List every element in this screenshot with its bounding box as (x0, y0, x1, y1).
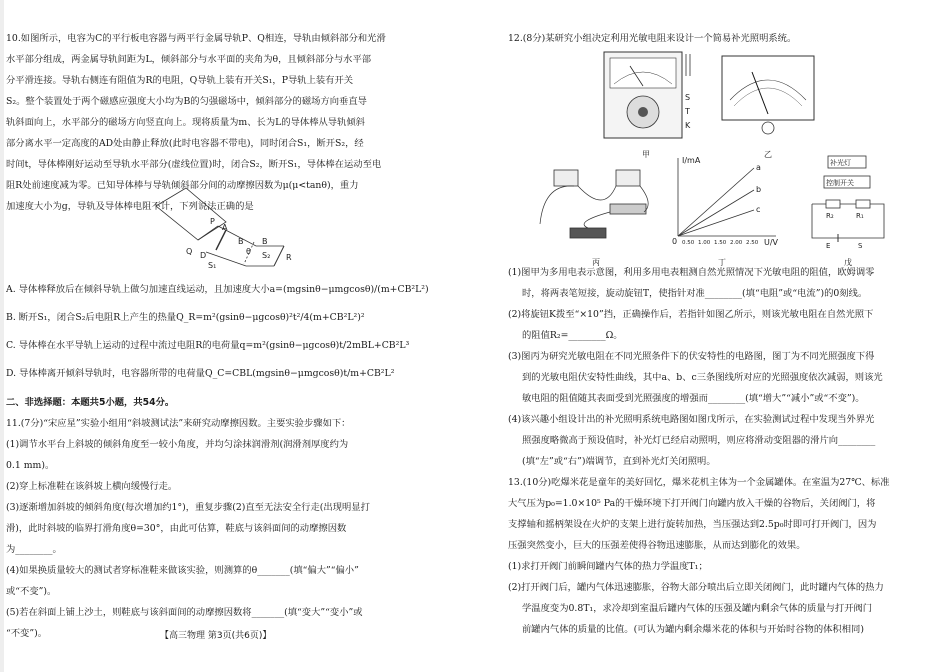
q12-line: 敏电阻的阻值随其表面受到光照强度的增强而________(填“增大”“减小”或“不变”)。 (522, 393, 865, 404)
q12-line: (2)将旋钮K拨至“×10”挡，正确操作后，若指针如图乙所示，则该光敏电阻在自然光照下 (508, 309, 874, 320)
q11-line: 0.1 mm)。 (6, 460, 55, 471)
dial-drawing (718, 52, 818, 138)
q13-line: 大气压为p₀=1.0×10⁵ Pa的干燥环境下打开阀门向罐内放入干燥的谷物后，关闭阀门，将 (508, 498, 876, 509)
label-q: Q (186, 247, 193, 256)
q13-line: 前罐内气体的质量的比值。(可认为罐内剩余爆米花的体积与开始时谷物的体积相同) (522, 624, 864, 635)
label-theta: θ (246, 247, 251, 256)
iv-graph (668, 154, 782, 246)
page-edge (0, 0, 4, 672)
q13-line: 13.(10分)吃爆米花是童年的美好回忆，爆米花机主体为一个金属罐体。在室温为27℃、标准 (508, 477, 890, 488)
e-label: E (826, 242, 831, 250)
q12-line: 的阻值R₂=________Ω。 (522, 330, 623, 341)
lamp-label: 补光灯 (830, 159, 851, 167)
voltmeter (616, 170, 640, 186)
label-a: A (222, 223, 228, 232)
multimeter-dial (610, 58, 676, 88)
q12-line: 时，将两表笔短接，旋动旋钮T，使指针对准________(填“电阻”或“电流”)的0刻线。 (522, 288, 868, 299)
q12-line: (3)图丙为研究光敏电阻在不同光照条件下的伏安特性的电路图，图丁为不同光照强度下得 (508, 351, 875, 362)
battery-box (570, 228, 606, 238)
question-11 (6, 392, 458, 644)
line-a-label: a (756, 163, 761, 172)
control-circuit (808, 154, 888, 250)
q10-line: S₂。整个装置处于两个磁感应强度大小均为B的匀强磁场中，倾斜部分的磁场方向垂直导 (6, 96, 367, 107)
x-tick: 2.00 (730, 240, 743, 246)
line-b (678, 190, 754, 236)
label-k: K (685, 121, 691, 130)
ammeter (554, 170, 578, 186)
q13-line: 支撑轴和摇柄架设在火炉的支架上进行旋转加热，当压强达到2.5p₀时即可打开阀门，因为 (508, 519, 877, 530)
s-label: S (858, 242, 863, 250)
q13-line: (2)打开阀门后，罐内气体迅速膨胀，谷物大部分喷出后立即关闭阀门，此时罐内气体的热力 (508, 582, 884, 593)
q11-line: 滑)，此时斜坡的临界打滑角度θ=30°，由此可估算，鞋底与该斜面间的动摩擦因数 (6, 523, 347, 534)
line-c-label: c (756, 205, 761, 214)
q12-line: (1)图甲为多用电表示意图，利用多用电表粗测自然光照情况下光敏电阻的阻值，欧姆调零 (508, 267, 875, 278)
iv-graph-figure (668, 154, 782, 246)
q12-line: 到的光敏电阻伏安特性曲线，其中a、b、c三条图线所对应的光照强度依次减弱，则该光 (522, 372, 883, 383)
q10-line: 加速度大小为g，导轨及导体棒电阻不计，下列说法正确的是 (6, 201, 254, 212)
caption-bing: 丙 (592, 258, 600, 267)
option-a: A. 导体棒释放后在倾斜导轨上做匀加速直线运动，且加速度大小a=(mgsinθ−μmgcosθ)/(m+CB²L²) (6, 284, 429, 295)
capacitor-plates (156, 188, 226, 240)
q10-line: 轨斜面向上，水平部分的磁场方向竖直向上。现将质量为m、长为L的导体棒从导轨倾斜 (6, 117, 365, 128)
control-circuit-figure (808, 154, 888, 250)
caption-wu: 戊 (844, 258, 852, 267)
question-13 (508, 472, 940, 640)
label-r: R (286, 253, 292, 262)
caption-ding: 丁 (718, 258, 726, 267)
q10-line: 水平部分组成，两金属导轨间距为L，倾斜部分与水平面的夹角为θ，且倾斜部分与水平部 (6, 54, 372, 65)
circuit-photo-figure (534, 164, 662, 248)
q11-line: “不变”)。 (6, 628, 48, 639)
q13-line: (1)求打开阀门前瞬间罐内气体的热力学温度T₁； (508, 561, 708, 572)
r1-label: R₁ (856, 212, 864, 220)
rheostat (610, 204, 646, 214)
caption-yi: 乙 (764, 150, 772, 159)
circuit-loop (812, 204, 884, 238)
label-b1: B (238, 237, 244, 246)
q10-line: 部分离水平一定高度的AD处由静止释放(此时电容器不带电)，同时闭合S₁，断开S₂，经 (6, 138, 364, 149)
q12-line: (4)该兴趣小组设计出的补光照明系统电路图如图戊所示，在实验测试过程中发现当外界光 (508, 414, 875, 425)
q12-line: 照强度略微高于预设值时，补光灯已经启动照明，则应将滑动变阻器的滑片向________ (522, 435, 876, 446)
q11-line: (5)若在斜面上铺上沙土，则鞋底与该斜面间的动摩擦因数将_______(填“变大”“变小”或 (6, 607, 363, 618)
page-footer: 【高三物理 第3页(共6页)】 (160, 631, 272, 641)
q11-line: (4)如果换质量较大的测试者穿标准鞋来做该实验，则测算的θ_______(填“偏大”“偏小” (6, 565, 359, 576)
r1-resistor (856, 200, 870, 208)
line-c (678, 210, 754, 236)
option-b: B. 断开S₁，闭合S₂后电阻R上产生的热量Q_R=m²(gsinθ−μgcosθ)²t²/4(m+CB²L²)² (6, 312, 365, 323)
multimeter-drawing (600, 50, 692, 142)
line-a (678, 168, 754, 236)
q11-line: 为________。 (6, 544, 62, 555)
dial-figure (718, 52, 818, 138)
knob-center (638, 107, 648, 117)
resistor-r (274, 246, 284, 266)
q11-line: 或“不变”)。 (6, 586, 57, 597)
origin-label: 0 (672, 237, 678, 246)
option-c: C. 导体棒在水平导轨上运动的过程中流过电阻R的电荷量q=m²(gsinθ−μgcosθ)t/2mBL+CB²L³ (6, 340, 410, 351)
rail-p (198, 226, 218, 240)
zero-adjust (762, 122, 774, 134)
q11-line: (3)逐渐增加斜坡的倾斜角度(每次增加约1°)，重复步骤(2)直至无法安全行走(出现明显打 (6, 502, 370, 513)
switch-box-label: 控制开关 (826, 179, 854, 187)
q12-title: 12.(8分)某研究小组决定利用光敏电阻来设计一个简易补光照明系统。 (508, 33, 797, 44)
conductor-rod (216, 230, 226, 250)
multimeter-figure (600, 50, 692, 142)
label-d: D (200, 251, 207, 260)
label-s1: S₁ (208, 261, 217, 270)
y-axis-label: I/mA (682, 156, 701, 165)
q10-line: 分平滑连接。导轨右侧连有阻值为R的电阻，Q导轨上装有开关S₁，P导轨上装有开关 (6, 75, 354, 86)
label-t: T (685, 107, 690, 116)
q10-line: 时间t，导体棒刚好运动至导轨水平部分(虚线位置)时，闭合S₂，断开S₁，导体棒在运动至电 (6, 159, 382, 170)
rail-diagram (146, 186, 296, 272)
q10-line: 阻R处前速度减为零。已知导体棒与导轨倾斜部分间的动摩擦因数为μ(μ<tanθ)，重力 (6, 180, 359, 191)
x-tick: 1.50 (714, 240, 727, 246)
meter-labels (684, 92, 694, 152)
q11-line: (1)调节水平台上斜坡的倾斜角度至一较小角度，并均匀涂抹润滑剂(润滑剂厚度约为 (6, 439, 349, 450)
r2-label: R₂ (826, 212, 834, 220)
x-tick: 0.50 (682, 240, 695, 246)
section-title: 二、非选择题：本题共5小题，共54分。 (6, 397, 175, 408)
experiment-setup (534, 164, 662, 248)
q11-line: (2)穿上标准鞋在该斜坡上横向缓慢行走。 (6, 481, 178, 492)
question-12-parts (508, 262, 940, 472)
line-b-label: b (756, 185, 762, 194)
rail-figure (146, 186, 296, 272)
x-tick: 2.50 (746, 240, 759, 246)
q13-line: 压强突然变小，巨大的压强差使得谷物迅速膨胀，从而达到膨化的效果。 (508, 540, 806, 551)
label-s2: S₂ (262, 251, 271, 260)
option-d: D. 导体棒离开倾斜导轨时，电容器所带的电荷量Q_C=CBL(mgsinθ−μmgcosθ)t/m+CB²L² (6, 368, 395, 379)
q11-line: 11.(7分)“宋应星”实验小组用“斜坡测试法”来研究动摩擦因数。主要实验步骤如下： (6, 418, 351, 429)
question-10-options (6, 276, 458, 388)
r2-resistor (826, 200, 840, 208)
label-s: S (685, 93, 691, 102)
q12-line: (填“左”或“右”)端调节，直到补光灯关闭照明。 (522, 456, 716, 467)
q10-line: 10.如图所示，电容为C的平行板电容器与两平行金属导轨P、Q相连，导轨由倾斜部分和光滑 (6, 33, 386, 44)
caption-jia: 甲 (642, 150, 650, 159)
x-tick: 1.00 (698, 240, 711, 246)
label-b2: B (262, 237, 268, 246)
q13-line: 学温度变为0.8T₁，求冷却到室温后罐内气体的压强及罐内剩余气体的质量与打开阀门 (522, 603, 873, 614)
x-axis-label: U/V (764, 238, 779, 246)
label-p: P (210, 217, 215, 226)
